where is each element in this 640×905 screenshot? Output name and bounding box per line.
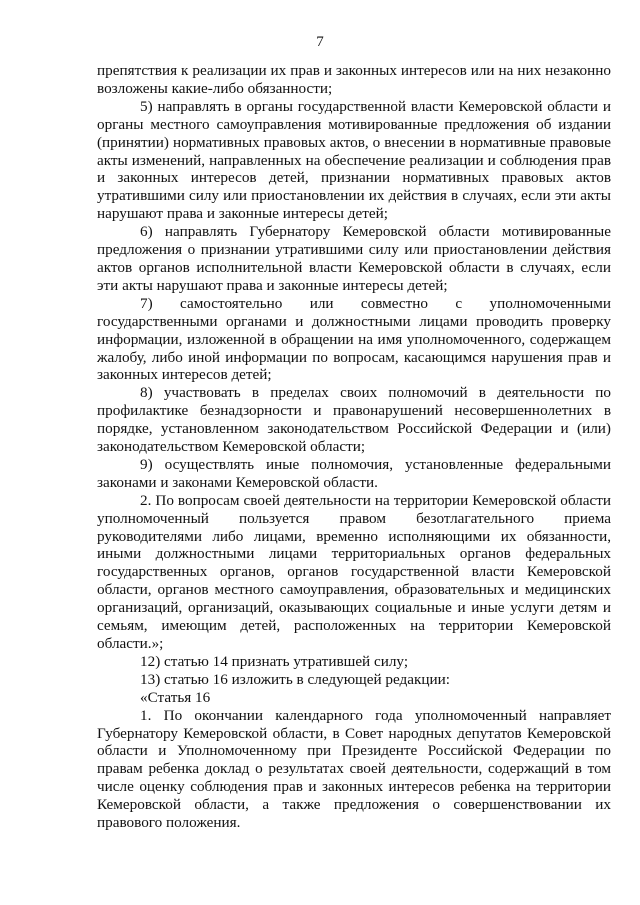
- paragraph-item-12: 12) статью 14 признать утратившей силу;: [140, 652, 409, 670]
- paragraph-part-2: 2. По вопросам своей деятельности на территории Кемеровской области уполномоченный пользуется правом безотлагательного приема руководителями либо лицами, временно исполняющими их обязанности, иными должностными лицами территориальных органов федеральных государственных органов, органов государственной власти Кемеровской области, органов местного самоуправления, образовательных и медицинских организаций, организаций, оказывающих социальные и иные услуги детям и семьям, имеющим детей, расположенных на территории Кемеровской области.»;: [97, 491, 611, 652]
- paragraph-item-7: 7) самостоятельно или совместно с уполномоченными государственными органами и должностными лицами проводить проверку информации, изложенной в обращении на имя уполномоченного, содержащем жалобу, либо иной информации по вопросам, касающимся нарушения прав и законных интересов детей;: [97, 294, 611, 384]
- paragraph-item-9: 9) осуществлять иные полномочия, установленные федеральными законами и законами Кемеровской области.: [97, 455, 611, 491]
- paragraph-article-16-part-1: 1. По окончании календарного года уполномоченный направляет Губернатору Кемеровской области, в Совет народных депутатов Кемеровской области и Уполномоченному при Президенте Российской Федерации по правам ребенка доклад о результатах своей деятельности, содержащий в том числе оценку соблюдения прав и законных интересов ребенка на территории Кемеровской области, а также предложения о совершенствовании их правового положения.: [97, 706, 611, 832]
- paragraph-item-8: 8) участвовать в пределах своих полномочий в деятельности по профилактике безнадзорности и правонарушений несовершеннолетних в порядке, установленном законодательством Российской Федерации и (или) законодательством Кемеровской области;: [97, 384, 611, 456]
- paragraph-item-13: 13) статью 16 изложить в следующей редакции:: [140, 670, 450, 688]
- page-number: 7: [316, 34, 324, 50]
- document-body: [97, 62, 611, 832]
- paragraph-item-5: 5) направлять в органы государственной власти Кемеровской области и органы местного самоуправления мотивированные предложения об издании (принятии) нормативных правовых актов, о внесении в нормативные правовые акты изменений, направленных на обеспечение реализации и соблюдения прав и законных интересов детей, признании нормативных правовых актов утратившими силу или приостановлении их действия в случаях, если эти акты нарушают права и законные интересы детей;: [97, 97, 611, 223]
- paragraph-item-6: 6) направлять Губернатору Кемеровской области мотивированные предложения о признании утратившими силу или приостановлении действия актов органов исполнительной власти Кемеровской области в случаях, если эти акты нарушают права и законные интересы детей;: [97, 223, 611, 294]
- paragraph-continuation: препятствия к реализации их прав и законных интересов или на них незаконно возложены какие-либо обязанности;: [97, 62, 611, 97]
- article-heading: «Статья 16: [140, 688, 211, 706]
